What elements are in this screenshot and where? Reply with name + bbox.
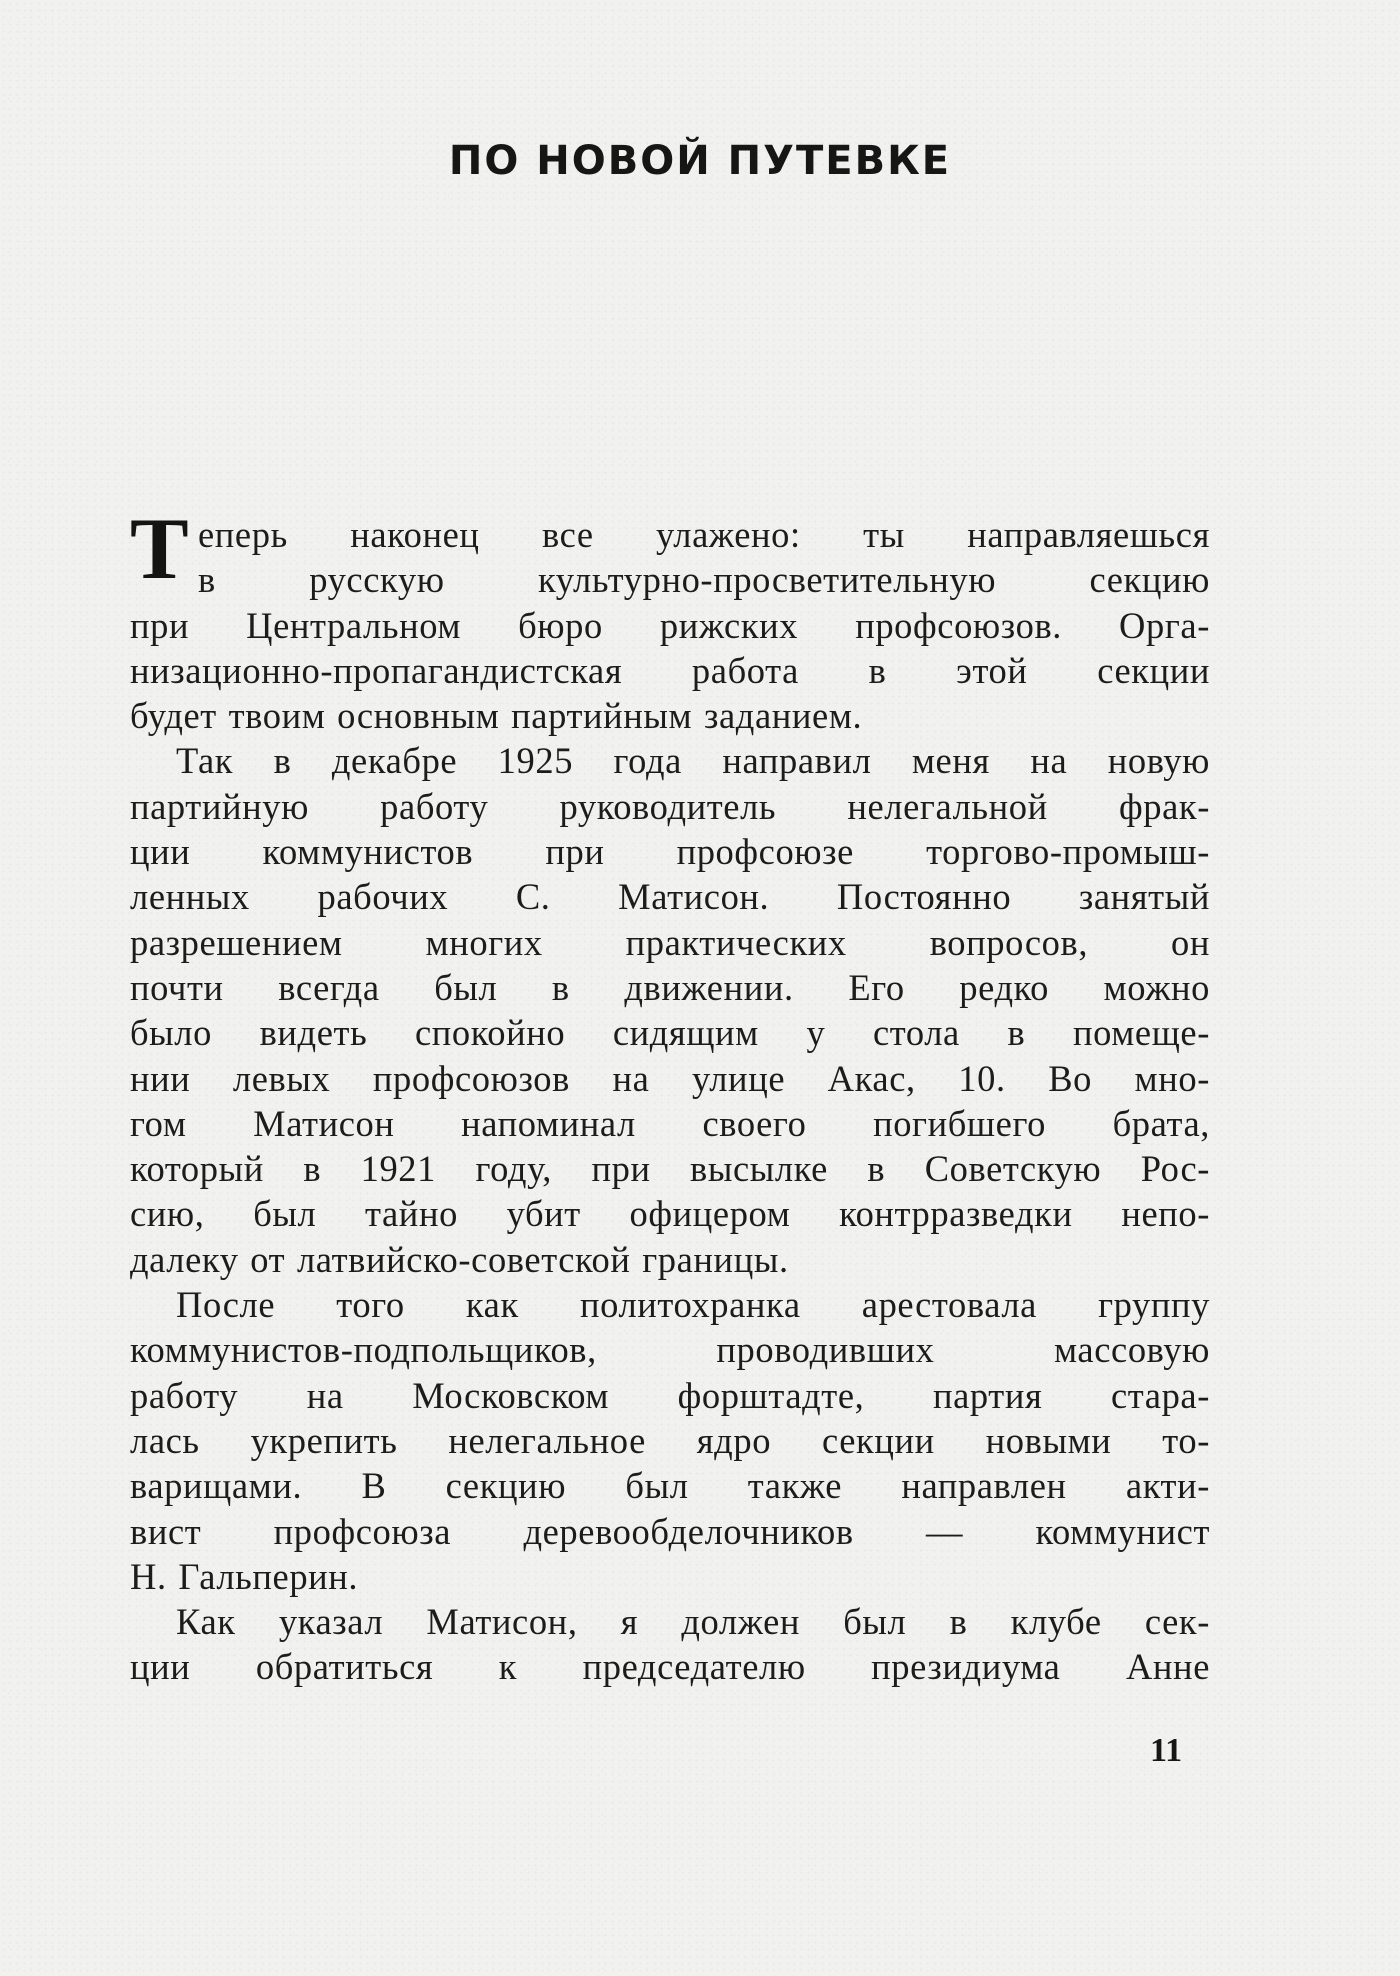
text-line: коммунистов-подпольщиков, проводивших массовую: [130, 1329, 1210, 1371]
text-line: сию, был тайно убит офицером контрразведки непо-: [130, 1193, 1210, 1235]
text-line: в русскую культурно-просветительную секцию: [198, 559, 1210, 601]
text-line: при Центральном бюро рижских профсоюзов. Орга-: [130, 604, 1210, 646]
text-line: Как указал Матисон, я должен был в клубе сек-: [176, 1601, 1210, 1643]
text-line: было видеть спокойно сидящим у стола в помеще-: [130, 1012, 1210, 1054]
text-line: еперь наконец все улажено: ты направляешься: [198, 514, 1210, 555]
paragraph: [130, 501, 1210, 738]
text-line: гом Матисон напоминал своего погибшего брата,: [130, 1102, 1210, 1144]
paragraph: [130, 738, 1210, 1282]
paragraph: [130, 1282, 1210, 1599]
text-line: варищами. В секцию был также направлен акти-: [130, 1465, 1210, 1507]
chapter-title: ПО НОВОЙ ПУТЕВКЕ: [448, 138, 952, 184]
text-line: Н. Гальперин.: [130, 1555, 359, 1597]
text-line: низационно-пропагандистская работа в этой секции: [130, 649, 1210, 691]
text-line: ленных рабочих С. Матисон. Постоянно занятый: [130, 876, 1210, 918]
text-line: лась укрепить нелегальное ядро секции новыми то-: [130, 1419, 1210, 1461]
text-line: будет твоим основным партийным заданием.: [130, 695, 863, 737]
text-line: Так в декабре 1925 года направил меня на новую: [176, 740, 1210, 782]
text-line: вист профсоюза деревообделочников — коммунист: [130, 1510, 1210, 1552]
text-line: работу на Московском форштадте, партия стара-: [130, 1374, 1210, 1416]
text-line: далеку от латвийско-советской границы.: [130, 1238, 789, 1280]
drop-cap: Т: [130, 501, 190, 598]
paragraph: [130, 1599, 1210, 1690]
text-line: разрешением многих практических вопросов, он: [130, 921, 1210, 963]
text-line: партийную работу руководитель нелегальной фрак-: [130, 785, 1210, 827]
body-text: [130, 501, 1210, 1690]
text-line: После того как политохранка арестовала группу: [176, 1284, 1210, 1326]
text-line: почти всегда был в движении. Его редко можно: [130, 966, 1210, 1008]
text-line: нии левых профсоюзов на улице Акас, 10. Во мно-: [130, 1057, 1210, 1099]
text-line: который в 1921 году, при высылке в Советскую Рос-: [130, 1148, 1210, 1190]
text-line: ции коммунистов при профсоюзе торгово-промыш-: [130, 831, 1210, 873]
page-number: 11: [1150, 1732, 1183, 1769]
text-line: ции обратиться к председателю президиума Анне: [130, 1646, 1210, 1688]
